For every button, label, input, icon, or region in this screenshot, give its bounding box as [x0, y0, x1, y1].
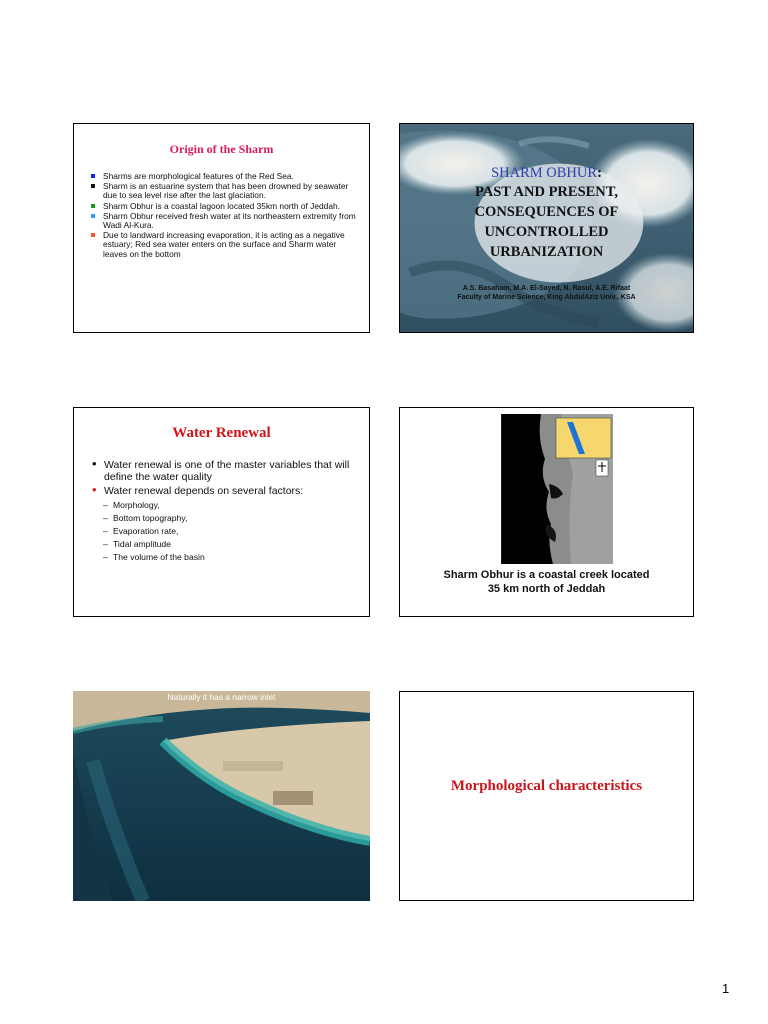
slide-water-renewal [73, 407, 370, 617]
slide-title: Morphological characteristics [450, 778, 643, 794]
slide-origin-of-sharm [73, 123, 370, 333]
slide-location-map [399, 407, 694, 617]
slide-title: Water Renewal [172, 425, 271, 441]
slide-title-sharm-obhur [399, 123, 694, 333]
bullet-dot-icon: • [92, 456, 97, 471]
bullet-list [92, 456, 357, 566]
bullet-square-icon [91, 214, 95, 218]
list-item: • Water renewal is one of the master variables that will define the water quality [92, 456, 350, 483]
list-item: Sharms are morphological features of the Red Sea. [88, 172, 359, 181]
authors: A.S. Basaham, M.A. El-Sayed, N. Rasul, A.E. Rifaat Faculty of Marine Science, King AbdulAziz Univ., KSA [457, 285, 636, 301]
list-item: Sharm Obhur received fresh water at its northeastern extremity from Wadi Al-Kura. [88, 212, 359, 230]
list-item: – Tidal amplitude [103, 539, 171, 549]
list-item: – Bottom topography, [103, 513, 188, 523]
list-item: – Morphology, [103, 500, 160, 510]
list-item: – Evaporation rate, [103, 526, 179, 536]
page-number: 1 [722, 981, 730, 996]
satellite-map [501, 414, 613, 564]
photo-caption: Naturally it has a narrow inlet [167, 692, 276, 702]
list-item: Sharm is an estuarine system that has been drowned by seawater due to sea level rise after the last glaciation. [88, 182, 359, 200]
aerial-inlet-photo [73, 691, 370, 901]
slide-title: Origin of the Sharm [169, 142, 274, 156]
map-caption: Sharm Obhur is a coastal creek located 35 km north of Jeddah [443, 569, 650, 595]
list-item: Sharm Obhur is a coastal lagoon located 35km north of Jeddah. [88, 202, 359, 211]
bullet-dot-icon: • [92, 482, 97, 497]
slide-narrow-inlet [73, 691, 370, 901]
slide-title: SHARM OBHUR: PAST AND PRESENT, CONSEQUENCES OF UNCONTROLLED URBANIZATION [474, 165, 619, 260]
bullet-square-icon [91, 174, 95, 178]
bullet-square-icon [91, 204, 95, 208]
bullet-square-icon [91, 233, 95, 237]
slide-morphological [399, 691, 694, 901]
list-item: Due to landward increasing evaporation, it is acting as a negative estuary; Red sea water enters on the surface and Sharm water leaves on the bottom [88, 231, 359, 259]
bullet-square-icon [91, 184, 95, 188]
sub-list [103, 499, 357, 564]
list-item: • Water renewal depends on several factors: – Morphology, – Bottom topography, – Evaporation rate, – Tidal amplitude – The volume of the basin [92, 485, 357, 564]
bullet-list [88, 172, 359, 260]
list-item: – The volume of the basin [103, 552, 205, 562]
